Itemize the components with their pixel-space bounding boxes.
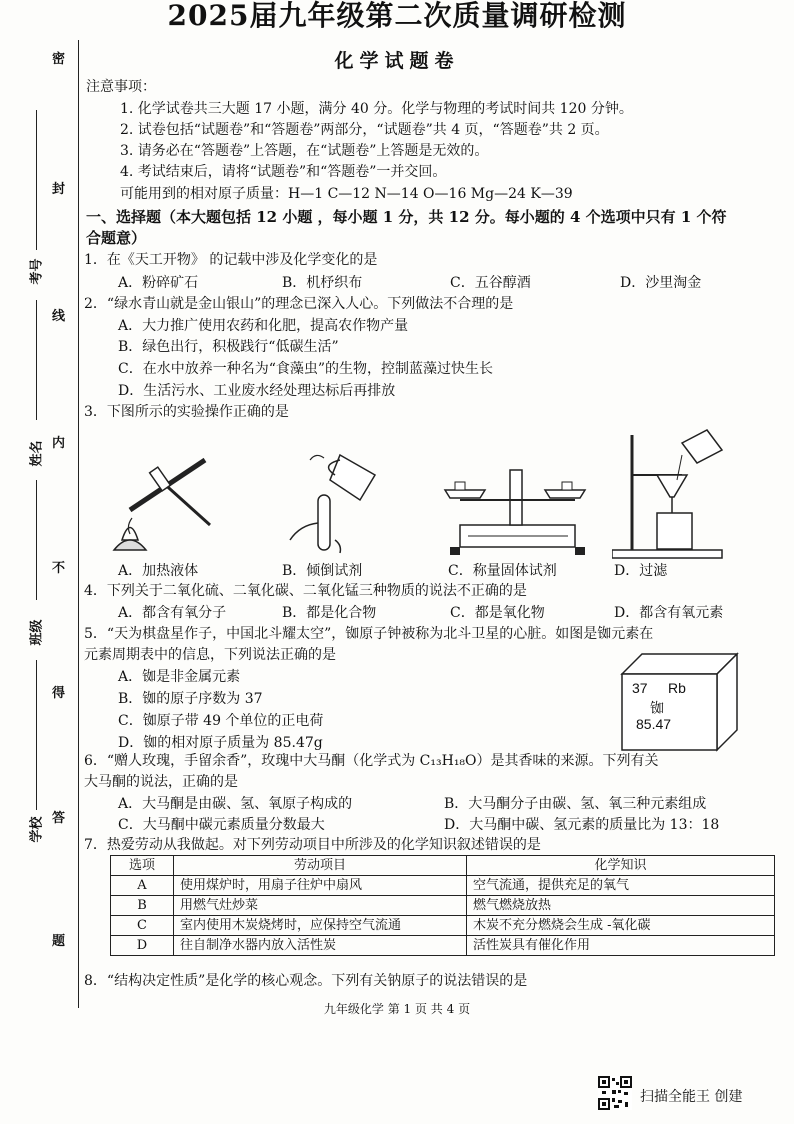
q4-stem: 4．下列关于二氧化硫、二氧化碳、二氧化锰三种物质的说法不正确的是 [84,583,527,599]
q5-option-c: C．铷原子带 49 个单位的正电荷 [118,713,324,729]
table-row [111,876,775,896]
seal-char: 不 [52,561,66,576]
scanner-watermark: 扫描全能王 创建 [640,1089,743,1105]
page-footer: 九年级化学 第 1 页 共 4 页 [323,1002,471,1016]
q5-stem-cont: 元素周期表中的信息，下列说法正确的是 [84,647,336,663]
table-cell: B [111,896,174,916]
q4-option-c: C．都是氧化物 [450,605,545,621]
seal-char: 内 [52,436,66,451]
school-line [36,660,37,810]
q6-option-b: B．大马酮分子由碳、氢、氧三种元素组成 [444,796,707,812]
q6-option-a: A．大马酮是由碳、氢、氧原子构成的 [118,796,353,812]
q5-option-d: D．铷的相对原子质量为 85.47g [118,735,323,751]
balance-scale-figure [440,460,590,560]
seal-char: 封 [52,182,66,197]
school-label: 学校 [29,816,45,843]
class-line [36,480,37,600]
notice-item: 2. 试卷包括“试题卷”和“答题卷”两部分，“试题卷”共 4 页，“答题卷”共 2 页。 [120,122,609,138]
notice-item: 1. 化学试卷共三大题 17 小题，满分 40 分。化学与物理的考试时间共 120 分钟。 [120,101,633,117]
element-name: 铷 [650,701,664,717]
exam-subtitle: 化学试题卷 [334,50,460,72]
q5-option-a: A．铷是非金属元素 [118,669,241,685]
class-label: 班级 [29,619,45,646]
table-cell: 空气流通，提供充足的氧气 [467,876,775,896]
q6-option-d: D．大马酮中碳、氢元素的质量比为 13：18 [444,817,720,833]
q2-option-b: B．绿色出行，积极践行“低碳生活” [118,339,339,355]
table-cell: 木炭不充分燃烧会生成 -氧化碳 [467,916,775,936]
exam-title: 2025届九年级第二次质量调研检测 [167,0,627,32]
table-cell: C [111,916,174,936]
exam-number-line [36,110,37,250]
seal-char: 线 [52,309,66,324]
q4-option-b: B．都是化合物 [282,605,377,621]
atomic-mass-line: 可能用到的相对原子质量：H—1 C—12 N—14 O—16 Mg—24 K—39 [120,186,573,202]
element-mass: 85.47 [636,716,672,732]
q6-stem-cont: 大马酮的说法，正确的是 [84,774,238,790]
q3-option-b: B．倾倒试剂 [282,563,363,579]
q1-option-c: C．五谷醇酒 [450,275,531,291]
q2-stem: 2．“绿水青山就是金山银山”的理念已深入人心。下列做法不合理的是 [84,296,514,312]
seal-char: 得 [52,686,66,701]
filtration-figure [612,425,742,560]
table-cell: 燃气燃烧放热 [467,896,775,916]
heating-liquid-figure [110,440,220,560]
q3-option-c: C．称量固体试剂 [448,563,557,579]
binding-line [78,40,79,1008]
notice-item: 4. 考试结束后，请将“试题卷”和“答题卷”一并交回。 [120,164,447,180]
q3-stem: 3．下图所示的实验操作正确的是 [84,404,289,420]
table-row [111,936,775,956]
table-cell: 活性炭具有催化作用 [467,936,775,956]
q1-option-d: D．沙里淘金 [620,275,702,291]
notice-item: 3. 请务必在“答题卷”上答题，在“试题卷”上答题是无效的。 [120,143,489,159]
q4-option-d: D．都含有氧元素 [614,605,724,621]
q2-option-a: A．大力推广使用农药和化肥，提高农作物产量 [118,318,409,334]
q2-option-d: D．生活污水、工业废水经处理达标后再排放 [118,383,396,399]
qr-code-icon [598,1076,632,1110]
q3-option-d: D．过滤 [614,563,668,579]
q6-option-c: C．大马酮中碳元素质量分数最大 [118,817,325,833]
seal-char: 题 [52,934,66,949]
table-cell: 用燃气灶炒菜 [174,896,467,916]
q2-option-c: C．在水中放养一种名为“食藻虫”的生物，控制蓝藻过快生长 [118,361,494,377]
notice-heading: 注意事项： [86,79,156,95]
q5-option-b: B．铷的原子序数为 37 [118,691,263,707]
q7-table [110,855,775,956]
table-cell: D [111,936,174,956]
table-header: 选项 [111,856,174,876]
element-cell-frame [620,648,740,754]
q5-stem: 5．“天为棋盘星作子，中国北斗耀太空”，铷原子钟被称为北斗卫星的心脏。如图是铷元素在 [84,626,654,642]
section-heading: 一、选择题（本大题包括 12 小题 ，每小题 1 分，共 12 分。每小题的 4 个选项中只有 1 个符 [86,208,727,226]
table-row [111,896,775,916]
q6-stem: 6．“赠人玫瑰，手留余香”，玫瑰中大马酮（化学式为 C₁₃H₁₈O）是其香味的来源。下列有关 [84,753,659,769]
seal-char: 答 [52,811,66,826]
name-line [36,300,37,420]
q1-stem: 1．在《天工开物》 的记载中涉及化学变化的是 [84,252,378,268]
seal-char: 密 [52,52,66,67]
table-cell: 室内使用木炭烧烤时，应保持空气流通 [174,916,467,936]
table-header: 劳动项目 [174,856,467,876]
table-cell: A [111,876,174,896]
table-header: 化学知识 [467,856,775,876]
section-heading-cont: 合题意） [86,229,147,247]
q7-stem: 7．热爱劳动从我做起。对下列劳动项目中所涉及的化学知识叙述错误的是 [84,837,541,853]
q4-option-a: A．都含有氧分子 [118,605,227,621]
exam-number-label: 考号 [29,258,45,285]
element-symbol: Rb [668,680,686,696]
q1-option-a: A．粉碎矿石 [118,275,199,291]
q8-stem: 8．“结构决定性质”是化学的核心观念。下列有关钠原子的说法错误的是 [84,973,528,989]
table-cell: 使用煤炉时，用扇子往炉中扇风 [174,876,467,896]
table-row [111,916,775,936]
element-number: 37 [632,680,648,696]
pouring-reagent-figure [280,445,390,560]
q1-option-b: B．机杼织布 [282,275,363,291]
name-label: 姓名 [29,440,45,467]
table-cell: 往自制净水器内放入活性炭 [174,936,467,956]
table-header-row [111,856,775,876]
q3-option-a: A．加热液体 [118,563,199,579]
